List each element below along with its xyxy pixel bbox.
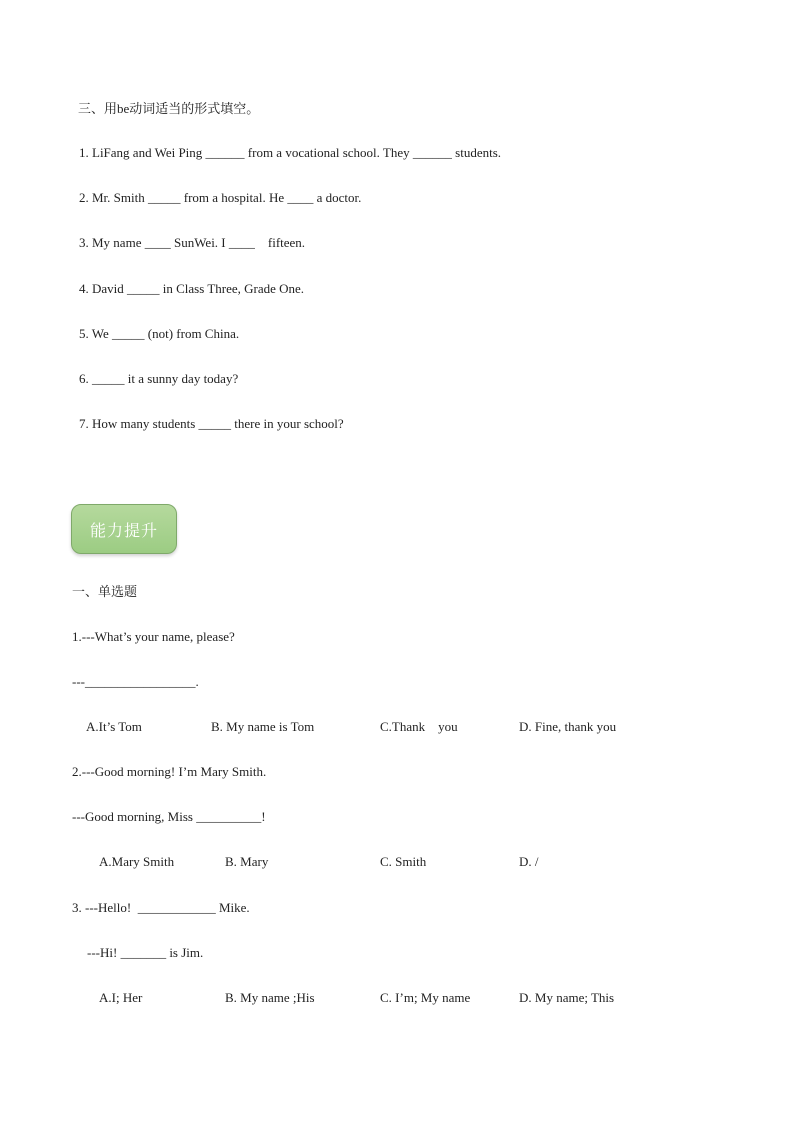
fill-blank-item-5: 5. We _____ (not) from China. bbox=[79, 326, 240, 341]
question-2-option-d: D. / bbox=[519, 854, 539, 869]
section-heading-single-choice: 一、单选题 bbox=[72, 584, 138, 599]
question-3-option-b: B. My name ;His bbox=[225, 990, 315, 1005]
fill-blank-item-1: 1. LiFang and Wei Ping ______ from a vocational school. They ______ students. bbox=[79, 145, 502, 160]
fill-blank-item-2: 2. Mr. Smith _____ from a hospital. He ____ a doctor. bbox=[79, 190, 362, 205]
fill-blank-item-7: 7. How many students _____ there in your school? bbox=[79, 416, 344, 431]
fill-blank-item-6: 6. _____ it a sunny day today? bbox=[79, 371, 239, 386]
question-3-line-2: ---Hi! _______ is Jim. bbox=[87, 945, 204, 960]
question-2-option-a: A.Mary Smith bbox=[99, 854, 175, 869]
question-1-option-d: D. Fine, thank you bbox=[519, 719, 617, 734]
question-1-option-a: A.It’s Tom bbox=[86, 719, 142, 734]
question-3-option-d: D. My name; This bbox=[519, 990, 615, 1005]
section-heading-fill-blank: 三、用be动词适当的形式填空。 bbox=[78, 101, 260, 116]
question-2-option-c: C. Smith bbox=[380, 854, 427, 869]
question-2-line-2: ---Good morning, Miss __________! bbox=[72, 809, 266, 824]
question-1-option-c: C.Thank you bbox=[380, 719, 458, 734]
question-3-line-1: 3. ---Hello! ____________ Mike. bbox=[72, 900, 250, 915]
question-2-line-1: 2.---Good morning! I’m Mary Smith. bbox=[72, 764, 267, 779]
question-2-option-b: B. Mary bbox=[225, 854, 269, 869]
question-3-option-c: C. I’m; My name bbox=[380, 990, 471, 1005]
question-1-line-1: 1.---What’s your name, please? bbox=[72, 629, 235, 644]
ability-improvement-badge bbox=[71, 504, 177, 554]
question-1-line-2: ---_________________. bbox=[72, 674, 199, 689]
fill-blank-item-3: 3. My name ____ SunWei. I ____ fifteen. bbox=[79, 235, 306, 250]
question-3-option-a: A.I; Her bbox=[99, 990, 143, 1005]
question-1-option-b: B. My name is Tom bbox=[211, 719, 315, 734]
fill-blank-item-4: 4. David _____ in Class Three, Grade One. bbox=[79, 281, 305, 296]
badge-label: 能力提升 bbox=[89, 520, 158, 540]
